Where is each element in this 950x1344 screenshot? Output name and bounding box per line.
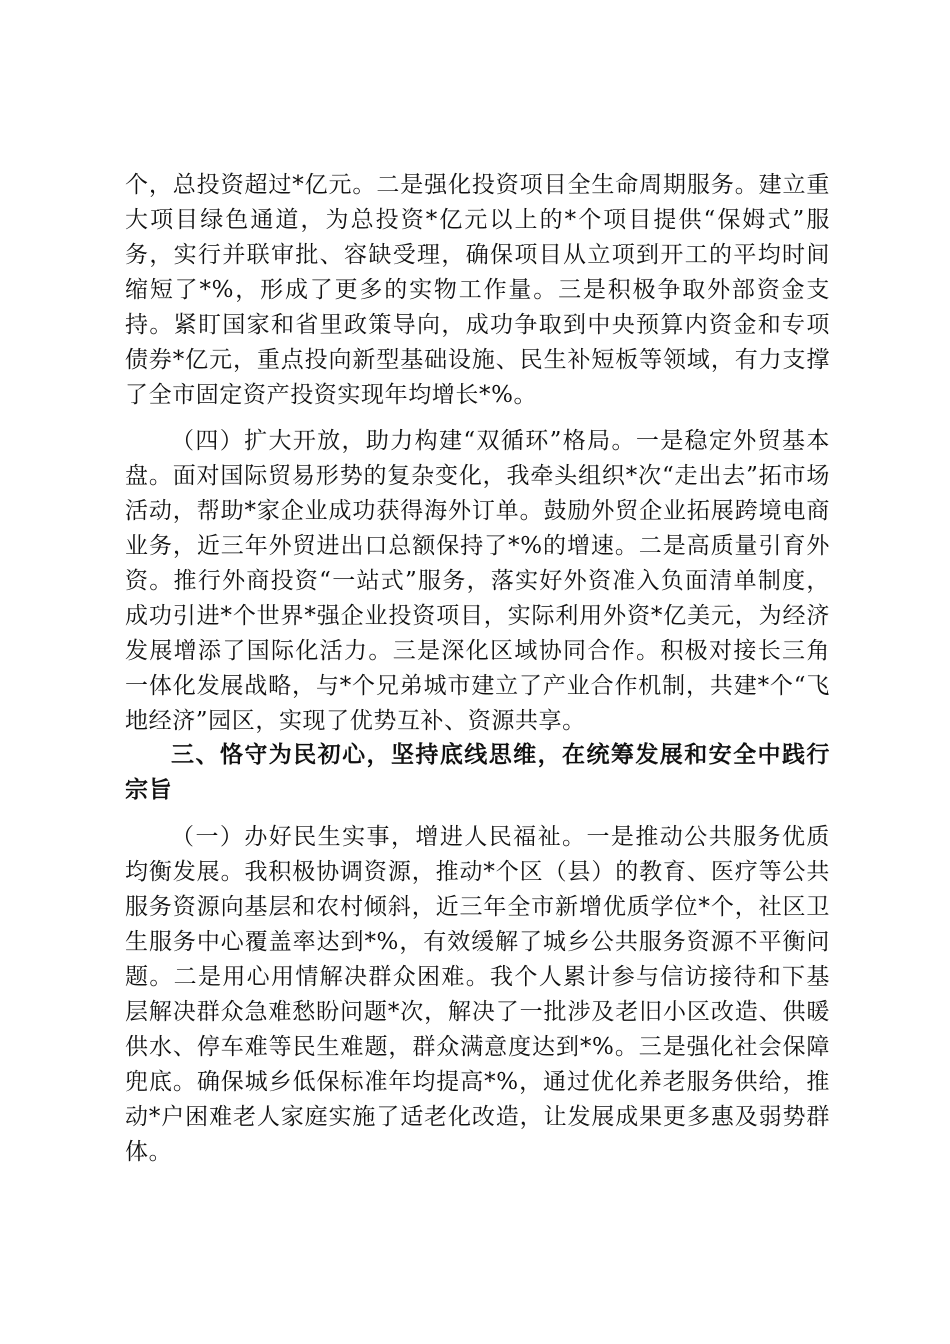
paragraph-opening-up: （四）扩大开放，助力构建“双循环”格局。一是稳定外贸基本盘。面对国际贸易形势的复杂变化，我牵头组织*次“走出去”拓市场活动，帮助*家企业成功获得海外订单。鼓励外贸企业拓展跨境电商业务，近三年外贸进出口总额保持了*%的增速。二是高质量引育外资。推行外商投资“一站式”服务，落实好外资准入负面清单制度，成功引进*个世界*强企业投资项目，实际利用外资*亿美元，为经济发展增添了国际化活力。三是深化区域协同合作。积极对接长三角一体化发展战略，与*个兄弟城市建立了产业合作机制，共建*个“飞地经济”园区，实现了优势互补、资源共享。 xyxy=(125,428,830,734)
paragraph-livelihood: （一）办好民生实事，增进人民福祉。一是推动公共服务优质均衡发展。我积极协调资源，推动*个区（县）的教育、医疗等公共服务资源向基层和农村倾斜，近三年全市新增优质学位*个，社区卫生服务中心覆盖率达到*%，有效缓解了城乡公共服务资源不平衡问题。二是用心用情解决群众困难。我个人累计参与信访接待和下基层解决群众急难愁盼问题*次，解决了一批涉及老旧小区改造、供暖供水、停车难等民生难题，群众满意度达到*%。三是强化社会保障兜底。确保城乡低保标准年均提高*%，通过优化养老服务供给，推动*户困难老人家庭实施了适老化改造，让发展成果更多惠及弱势群体。 xyxy=(125,824,830,1165)
paragraph-investment-continuation: 个，总投资超过*亿元。二是强化投资项目全生命周期服务。建立重大项目绿色通道，为总投资*亿元以上的*个项目提供“保姆式”服务，实行并联审批、容缺受理，确保项目从立项到开工的平均时间缩短了*%，形成了更多的实物工作量。三是积极争取外部资金支持。紧盯国家和省里政策导向，成功争取到中央预算内资金和专项债券*亿元，重点投向新型基础设施、民生补短板等领域，有力支撑了全市固定资产投资实现年均增长*%。 xyxy=(125,172,830,408)
section-heading-three: 三、恪守为民初心，坚持底线思维，在统筹发展和安全中践行宗旨 xyxy=(125,742,830,803)
